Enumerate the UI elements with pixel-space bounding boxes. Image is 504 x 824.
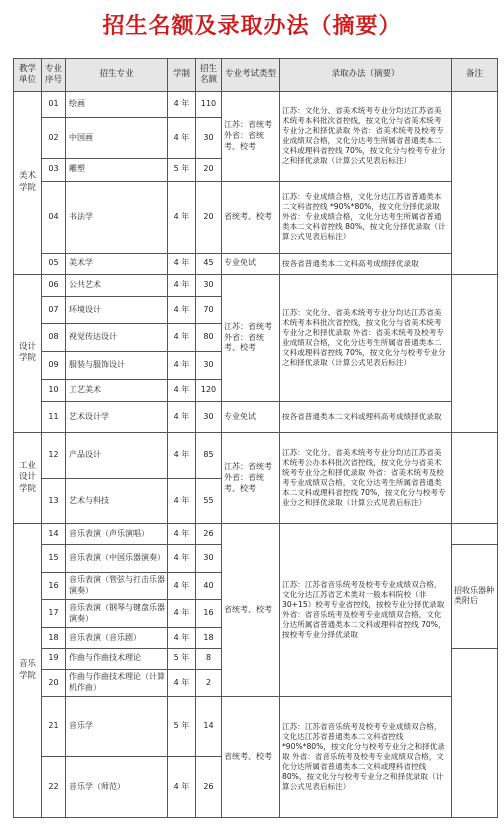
exam-type-cell: 江苏：省统考 外省：省统考、校考: [222, 433, 280, 524]
admission-table: [13, 58, 498, 818]
seq-cell: 12: [42, 433, 66, 478]
years-cell: 4 年: [168, 544, 196, 572]
quota-cell: 30: [196, 274, 222, 297]
seq-cell: 21: [42, 697, 66, 757]
seq-cell: 13: [42, 478, 66, 523]
years-cell: 4 年: [168, 253, 196, 274]
seq-cell: 11: [42, 402, 66, 433]
seq-cell: 02: [42, 117, 66, 158]
seq-cell: 06: [42, 274, 66, 297]
major-cell: 环境设计: [66, 297, 168, 324]
method-cell: 江苏：江苏省音乐统考及校考专业成绩双合格，文化达江苏省普通类本二文科省控线 *90%*80%，按文化分与校考专业分之和择优录取 外省：省音乐统考及校考专业成绩双合格，文化分达所属省普通类本二文科或理科省控线 80%，按文化分与校考专业分之和择优录取（计算公式见表后标注）: [280, 697, 452, 818]
seq-cell: 22: [42, 757, 66, 818]
page-title: 招生名额及录取办法（摘要）: [102, 14, 402, 39]
quota-cell: 40: [196, 572, 222, 600]
seq-cell: 17: [42, 600, 66, 628]
major-cell: 音乐表演（钢琴与键盘乐器演奏）: [66, 600, 168, 628]
years-cell: 5 年: [168, 159, 196, 182]
major-cell: 书法学: [66, 181, 168, 253]
quota-cell: 16: [196, 600, 222, 628]
major-cell: 音乐表演（中国乐器演奏）: [66, 544, 168, 572]
header-exam: 专业考试类型: [222, 59, 280, 92]
years-cell: 4 年: [168, 324, 196, 352]
quota-cell: 110: [196, 92, 222, 118]
major-cell: 产品设计: [66, 433, 168, 478]
table-row: [14, 253, 498, 274]
exam-type-cell: 江苏：省统考 外省：省统考、校考: [222, 92, 280, 182]
seq-cell: 14: [42, 524, 66, 545]
note-cell: [452, 524, 498, 545]
years-cell: 4 年: [168, 92, 196, 118]
major-cell: 音乐学（师范）: [66, 757, 168, 818]
dept-cell: 工业设计学院: [14, 433, 42, 524]
header-years: 学制: [168, 59, 196, 92]
seq-cell: 03: [42, 159, 66, 182]
quota-cell: 14: [196, 697, 222, 757]
note-cell: [452, 92, 498, 275]
note-cell: 招收乐器种类附后: [452, 544, 498, 648]
major-cell: 视觉传达设计: [66, 324, 168, 352]
exam-type-cell: 省统考、校考: [222, 181, 280, 253]
seq-cell: 19: [42, 648, 66, 669]
header-note: 备注: [452, 59, 498, 92]
note-cell: [452, 648, 498, 817]
quota-cell: 55: [196, 478, 222, 523]
years-cell: 4 年: [168, 379, 196, 402]
quota-cell: 20: [196, 159, 222, 182]
dept-cell: 美术学院: [14, 92, 42, 275]
seq-cell: 10: [42, 379, 66, 402]
major-cell: 中国画: [66, 117, 168, 158]
method-cell: 按各省普通类本二文科或理科高考成绩择优录取: [280, 402, 452, 433]
method-cell: 江苏：文化分、省美术统考专业分均达江苏省美术统考本科批次省控线，按文化分与省美术统考专业分之和择优录取 外省：省美术统考及校考专业成绩双合格，文化分达考生所属省普通类本二文科或理科省控线 70%，按文化分与校考专业分之和择优录取（计算公式见表后标注）: [280, 92, 452, 182]
years-cell: 4 年: [168, 117, 196, 158]
quota-cell: 85: [196, 433, 222, 478]
years-cell: 4 年: [168, 297, 196, 324]
header-major: 招生专业: [66, 59, 168, 92]
seq-cell: 01: [42, 92, 66, 118]
quota-cell: 30: [196, 351, 222, 379]
method-cell: 江苏：江苏省音乐统考及校考专业成绩双合格，文化分达江苏省艺术类对一般本科院校（非 30+15）校考专业省控线，按校专业分择优录取 外省：省音乐统考及校考专业成绩双合格，文化分达所属省普通类本二文科或理科省控线 70%，按校考专业分择优录取: [280, 524, 452, 697]
exam-type-cell: 省统考、校考: [222, 697, 280, 818]
method-cell: 江苏：文化分、省美术统考专业分均达江苏省美术统考公办本科批次省控线，按文化分与省美术统考专业分之和择优录取 外省：省美术统考及校考专业成绩双合格，文化分达考生所属省普通类本二文科或理科省控线 70%，按文化分与校考专业分之和择优录取（计算公式见表后标注）: [280, 433, 452, 524]
method-cell: 江苏：专业成绩合格，文化分达江苏省普通类本二文科省控线 *90%*80%，按文化分择优录取 外省：专业成绩合格，文化分达考生所属省普通类本二文科省控线 80%，按文化分择优录取（计算公式见表后标注）: [280, 181, 452, 253]
major-cell: 美术学: [66, 253, 168, 274]
major-cell: 音乐表演（音乐剧）: [66, 628, 168, 649]
major-cell: 雕塑: [66, 159, 168, 182]
header-row: [14, 59, 498, 92]
years-cell: 4 年: [168, 402, 196, 433]
quota-cell: 26: [196, 524, 222, 545]
major-cell: 音乐表演（管弦与打击乐器演奏）: [66, 572, 168, 600]
seq-cell: 04: [42, 181, 66, 253]
quota-cell: 120: [196, 379, 222, 402]
years-cell: 4 年: [168, 572, 196, 600]
exam-type-cell: 省统考、校考: [222, 524, 280, 697]
method-cell: 江苏：文化分、省美术统考专业分均达江苏省美术统考本科批次省控线，按文化分与省美术统考专业分之和择优录取 外省：省美术统考及校考专业成绩双合格，文化分达考生所属省普通类本二文科或理科省控线 70%，按文化分与校考专业分之和择优录取（计算公式见表后标注）: [280, 274, 452, 402]
years-cell: 4 年: [168, 628, 196, 649]
years-cell: 4 年: [168, 274, 196, 297]
exam-type-cell: 专业免试: [222, 253, 280, 274]
method-cell: 按各省普通类本二文科高考成绩择优录取: [280, 253, 452, 274]
dept-cell: 音乐学院: [14, 524, 42, 818]
table-row: [14, 274, 498, 297]
quota-cell: 70: [196, 297, 222, 324]
table-row: [14, 524, 498, 545]
seq-cell: 15: [42, 544, 66, 572]
quota-cell: 2: [196, 669, 222, 697]
seq-cell: 05: [42, 253, 66, 274]
quota-cell: 30: [196, 402, 222, 433]
table-row: [14, 697, 498, 757]
table-row: [14, 402, 498, 433]
exam-type-cell: 江苏：省统考 外省：省统考、校考: [222, 274, 280, 402]
years-cell: 4 年: [168, 181, 196, 253]
exam-type-cell: 专业免试: [222, 402, 280, 433]
major-cell: 工艺美术: [66, 379, 168, 402]
years-cell: 4 年: [168, 433, 196, 478]
years-cell: 4 年: [168, 351, 196, 379]
seq-cell: 18: [42, 628, 66, 649]
note-cell: [452, 433, 498, 524]
quota-cell: 20: [196, 181, 222, 253]
quota-cell: 80: [196, 324, 222, 352]
header-seq: 专业序号: [42, 59, 66, 92]
quota-cell: 30: [196, 544, 222, 572]
table-row: [14, 92, 498, 118]
quota-cell: 26: [196, 757, 222, 818]
major-cell: 作曲与作曲技术理论: [66, 648, 168, 669]
years-cell: 4 年: [168, 524, 196, 545]
years-cell: 4 年: [168, 478, 196, 523]
years-cell: 5 年: [168, 697, 196, 757]
major-cell: 音乐学: [66, 697, 168, 757]
table-row: [14, 181, 498, 253]
dept-cell: 设计学院: [14, 274, 42, 433]
years-cell: 4 年: [168, 757, 196, 818]
major-cell: 音乐表演（声乐演唱）: [66, 524, 168, 545]
seq-cell: 16: [42, 572, 66, 600]
seq-cell: 09: [42, 351, 66, 379]
major-cell: 服装与服饰设计: [66, 351, 168, 379]
header-method: 录取办法（摘要）: [280, 59, 452, 92]
quota-cell: 8: [196, 648, 222, 669]
seq-cell: 08: [42, 324, 66, 352]
quota-cell: 45: [196, 253, 222, 274]
years-cell: 5 年: [168, 648, 196, 669]
seq-cell: 20: [42, 669, 66, 697]
table-row: [14, 433, 498, 478]
years-cell: 4 年: [168, 669, 196, 697]
header-dept: 教学单位: [14, 59, 42, 92]
header-quota: 招生名额: [196, 59, 222, 92]
note-cell: [452, 274, 498, 433]
years-cell: 4 年: [168, 600, 196, 628]
major-cell: 公共艺术: [66, 274, 168, 297]
quota-cell: 18: [196, 628, 222, 649]
major-cell: 绘画: [66, 92, 168, 118]
quota-cell: 30: [196, 117, 222, 158]
seq-cell: 07: [42, 297, 66, 324]
major-cell: 作曲与作曲技术理论（计算机作曲）: [66, 669, 168, 697]
major-cell: 艺术与科技: [66, 478, 168, 523]
major-cell: 艺术设计学: [66, 402, 168, 433]
